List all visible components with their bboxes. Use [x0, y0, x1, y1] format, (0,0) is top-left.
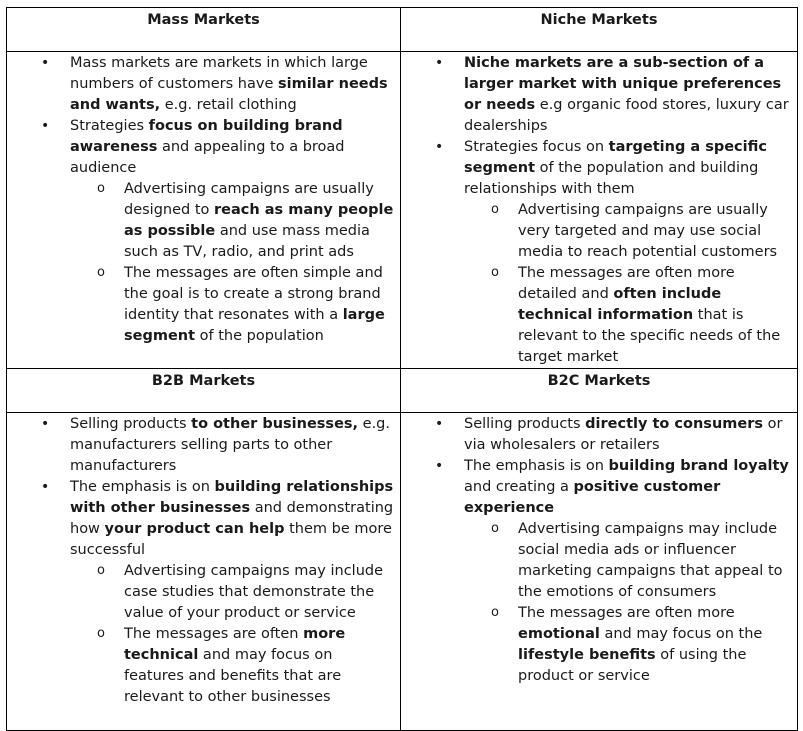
header-row-2	[7, 369, 798, 413]
b2b-markets-heading: B2B Markets	[7, 369, 401, 413]
list-item	[401, 456, 797, 687]
list-item	[7, 53, 400, 116]
sub-list-item	[7, 263, 394, 347]
bold-text: directly to consumers	[585, 416, 763, 432]
text: Selling products	[70, 416, 192, 432]
text: of using the product or service	[518, 647, 747, 684]
text: The emphasis is on	[464, 458, 609, 474]
markets-table	[6, 7, 798, 731]
sub-list	[464, 200, 791, 368]
bold-text: emotional	[518, 626, 600, 642]
text: of the population	[195, 328, 324, 344]
bold-text: similar needs and wants,	[70, 76, 388, 113]
text: them be more successful	[70, 521, 392, 558]
list-item	[7, 477, 400, 708]
body-row-1	[7, 52, 798, 369]
sub-list	[464, 519, 791, 687]
sub-list	[70, 561, 394, 708]
mass-markets-list	[7, 53, 400, 347]
sub-list-item	[401, 603, 791, 687]
text: Strategies focus on	[464, 139, 609, 155]
bold-text: focus on building brand awareness	[70, 118, 343, 155]
bold-text: positive customer experience	[464, 479, 721, 516]
text: Selling products	[464, 416, 586, 432]
sub-list-item	[7, 179, 394, 263]
b2c-markets-heading: B2C Markets	[401, 369, 798, 413]
text: Advertising campaigns are usually very targeted and may use social media to reach potential customers	[518, 202, 778, 260]
text: and appealing to a broad audience	[70, 139, 345, 176]
bold-text: to other businesses,	[191, 416, 359, 432]
sub-list-item	[7, 561, 394, 624]
niche-markets-heading: Niche Markets	[401, 8, 798, 52]
sub-list-item	[401, 519, 791, 603]
bold-text: lifestyle benefits	[518, 647, 656, 663]
bold-text: Niche markets are a sub-section of a larger market with unique preferences or needs	[464, 55, 782, 113]
text: The emphasis is on	[70, 479, 215, 495]
text: or via wholesalers or retailers	[464, 416, 783, 453]
text: The messages are often simple and the goal is to create a strong brand identity that resonates with a	[124, 265, 383, 323]
text: The messages are often more detailed and	[518, 265, 735, 302]
b2b-markets-list	[7, 414, 400, 708]
bold-text: reach as many people as possible	[124, 202, 394, 239]
bold-text: building relationships with other businesses	[70, 479, 394, 516]
body-row-2	[7, 413, 798, 731]
sub-list-item	[401, 200, 791, 263]
text: and demonstrating how	[70, 500, 394, 537]
bold-text: often include technical information	[518, 286, 722, 323]
bold-text: your product can help	[104, 521, 285, 537]
sub-list-item	[401, 263, 791, 368]
text: e.g organic food stores, luxury car dealerships	[464, 97, 789, 134]
text: Advertising campaigns may include social media ads or influencer marketing campaigns that appeal to the emotions of consumers	[518, 521, 783, 600]
text: Advertising campaigns are usually designed to	[124, 181, 374, 218]
mass-markets-heading: Mass Markets	[7, 8, 401, 52]
b2c-markets-cell	[401, 413, 798, 731]
text: The messages are often	[124, 626, 304, 642]
text: that is relevant to the specific needs of the target market	[518, 307, 781, 365]
list-item	[7, 414, 400, 477]
text: and use mass media such as TV, radio, and print ads	[124, 223, 370, 260]
text: Strategies	[70, 118, 149, 134]
text: e.g. retail clothing	[160, 97, 297, 113]
bold-text: large segment	[124, 307, 385, 344]
text: and may focus on features and benefits that are relevant to other businesses	[124, 647, 342, 705]
bold-text: more technical	[124, 626, 346, 663]
text: Mass markets are markets in which large numbers of customers have	[70, 55, 368, 92]
list-item	[7, 116, 400, 347]
list-item	[401, 414, 797, 456]
text: Advertising campaigns may include case studies that demonstrate the value of your product or service	[124, 563, 384, 621]
text: The messages are often more	[518, 605, 735, 621]
text: and creating a	[464, 479, 574, 495]
mass-markets-cell	[7, 52, 401, 369]
list-item	[401, 137, 797, 368]
bold-text: targeting a specific segment	[464, 139, 767, 176]
text: of the population and building relationships with them	[464, 160, 759, 197]
text: e.g. manufacturers selling parts to other manufacturers	[70, 416, 390, 474]
niche-markets-list	[401, 53, 797, 368]
sub-list-item	[7, 624, 394, 708]
text: and may focus on the	[599, 626, 763, 642]
bold-text: building brand loyalty	[608, 458, 789, 474]
niche-markets-cell	[401, 52, 798, 369]
header-row-1	[7, 8, 798, 52]
sub-list	[70, 179, 394, 347]
list-item	[401, 53, 797, 137]
b2c-markets-list	[401, 414, 797, 687]
b2b-markets-cell	[7, 413, 401, 731]
